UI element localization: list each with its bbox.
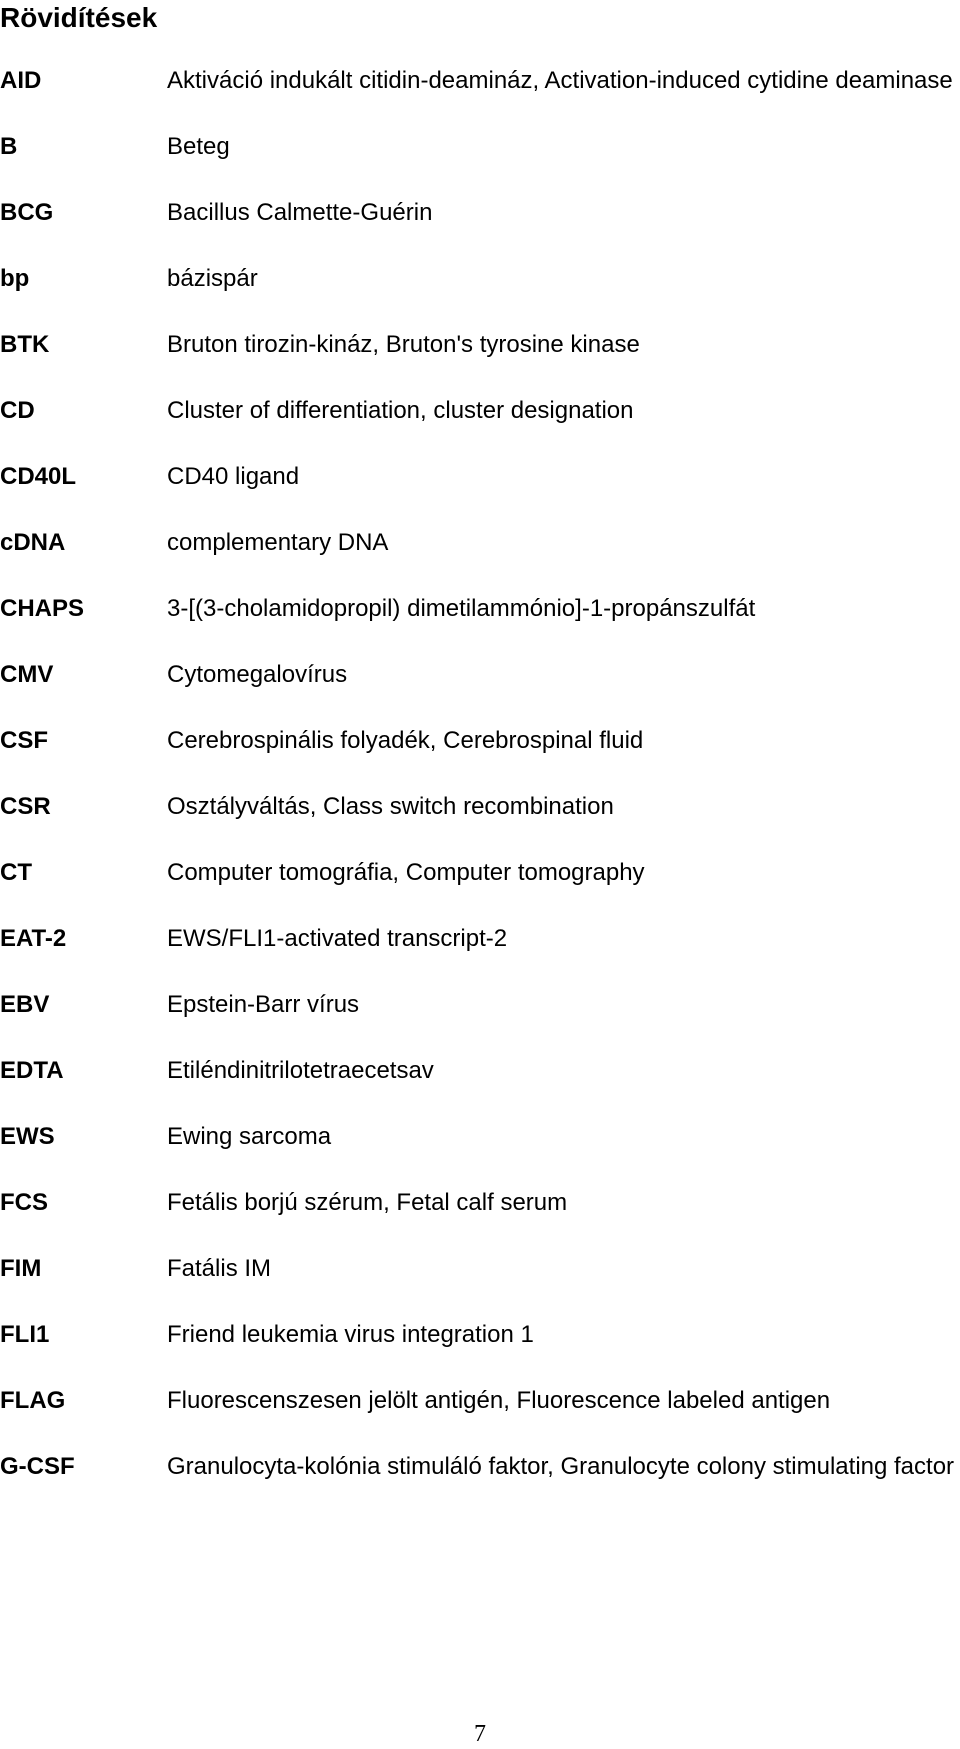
abbreviation-term: B	[0, 133, 18, 160]
list-item	[0, 262, 960, 295]
abbreviation-definition: EWS/FLI1-activated transcript-2	[167, 925, 508, 952]
abbreviation-definition: Bacillus Calmette-Guérin	[167, 199, 433, 226]
abbreviation-definition: Computer tomográfia, Computer tomography	[167, 859, 645, 886]
list-item	[0, 328, 960, 361]
list-item	[0, 1450, 960, 1483]
list-item	[0, 1252, 960, 1285]
abbreviation-definition: Cytomegalovírus	[167, 661, 348, 688]
list-item	[0, 1318, 960, 1351]
abbreviation-definition: CD40 ligand	[167, 463, 300, 490]
abbreviation-definition: 3-[(3-cholamidopropil) dimetilammónio]-1-propánszulfát	[167, 595, 756, 622]
list-item	[0, 790, 960, 823]
list-item	[0, 988, 960, 1021]
abbreviation-definition: Fetális borjú szérum, Fetal calf serum	[167, 1189, 568, 1216]
list-item	[0, 394, 960, 427]
page-title: Rövidítések	[0, 2, 158, 33]
abbreviation-definition: Bruton tirozin-kináz, Bruton's tyrosine kinase	[167, 331, 640, 358]
list-item	[0, 1384, 960, 1417]
abbreviation-definition: Beteg	[167, 133, 230, 160]
abbreviation-definition: Epstein-Barr vírus	[167, 991, 360, 1018]
abbreviation-term: G-CSF	[0, 1453, 75, 1480]
abbreviation-list	[0, 64, 960, 1516]
abbreviation-definition: complementary DNA	[167, 529, 389, 556]
list-item	[0, 592, 960, 625]
abbreviation-term: EDTA	[0, 1057, 64, 1084]
list-item	[0, 1054, 960, 1087]
abbreviation-definition: Friend leukemia virus integration 1	[167, 1321, 534, 1348]
abbreviation-definition: Cerebrospinális folyadék, Cerebrospinal fluid	[167, 727, 644, 754]
list-item	[0, 658, 960, 691]
list-item	[0, 526, 960, 559]
list-item	[0, 460, 960, 493]
abbreviation-term: FLI1	[0, 1321, 50, 1348]
abbreviation-term: CHAPS	[0, 595, 85, 622]
abbreviation-definition: Fatális IM	[167, 1255, 272, 1282]
abbreviation-term: FLAG	[0, 1387, 66, 1414]
abbreviation-definition: Aktiváció indukált citidin-deamináz, Activation-induced cytidine deaminase	[167, 67, 953, 94]
abbreviation-term: cDNA	[0, 529, 66, 556]
abbreviation-term: CD	[0, 397, 35, 424]
abbreviation-term: BCG	[0, 199, 54, 226]
list-item	[0, 196, 960, 229]
abbreviation-term: CSF	[0, 727, 48, 754]
list-item	[0, 856, 960, 889]
list-item	[0, 130, 960, 163]
list-item	[0, 1186, 960, 1219]
abbreviation-term: BTK	[0, 331, 50, 358]
abbreviation-term: FIM	[0, 1255, 42, 1282]
page-number: 7	[474, 1721, 486, 1747]
abbreviation-term: FCS	[0, 1189, 48, 1216]
abbreviation-term: bp	[0, 265, 30, 292]
abbreviation-term: CD40L	[0, 463, 77, 490]
list-item	[0, 724, 960, 757]
list-item	[0, 64, 960, 97]
abbreviation-definition: Granulocyta-kolónia stimuláló faktor, Granulocyte colony stimulating factor	[167, 1453, 955, 1480]
abbreviation-term: CSR	[0, 793, 51, 820]
list-item	[0, 922, 960, 955]
abbreviation-definition: Ewing sarcoma	[167, 1123, 332, 1150]
abbreviation-definition: Etiléndinitrilotetraecetsav	[167, 1057, 434, 1084]
abbreviation-term: CT	[0, 859, 32, 886]
abbreviation-term: EWS	[0, 1123, 55, 1150]
abbreviation-term: EBV	[0, 991, 50, 1018]
abbreviation-term: CMV	[0, 661, 54, 688]
abbreviation-definition: Osztályváltás, Class switch recombination	[167, 793, 614, 820]
abbreviation-term: AID	[0, 67, 42, 94]
abbreviation-term: EAT-2	[0, 925, 67, 952]
abbreviation-definition: Cluster of differentiation, cluster designation	[167, 397, 634, 424]
abbreviation-definition: bázispár	[167, 265, 258, 292]
abbreviation-definition: Fluorescenszesen jelölt antigén, Fluorescence labeled antigen	[167, 1387, 831, 1414]
list-item	[0, 1120, 960, 1153]
